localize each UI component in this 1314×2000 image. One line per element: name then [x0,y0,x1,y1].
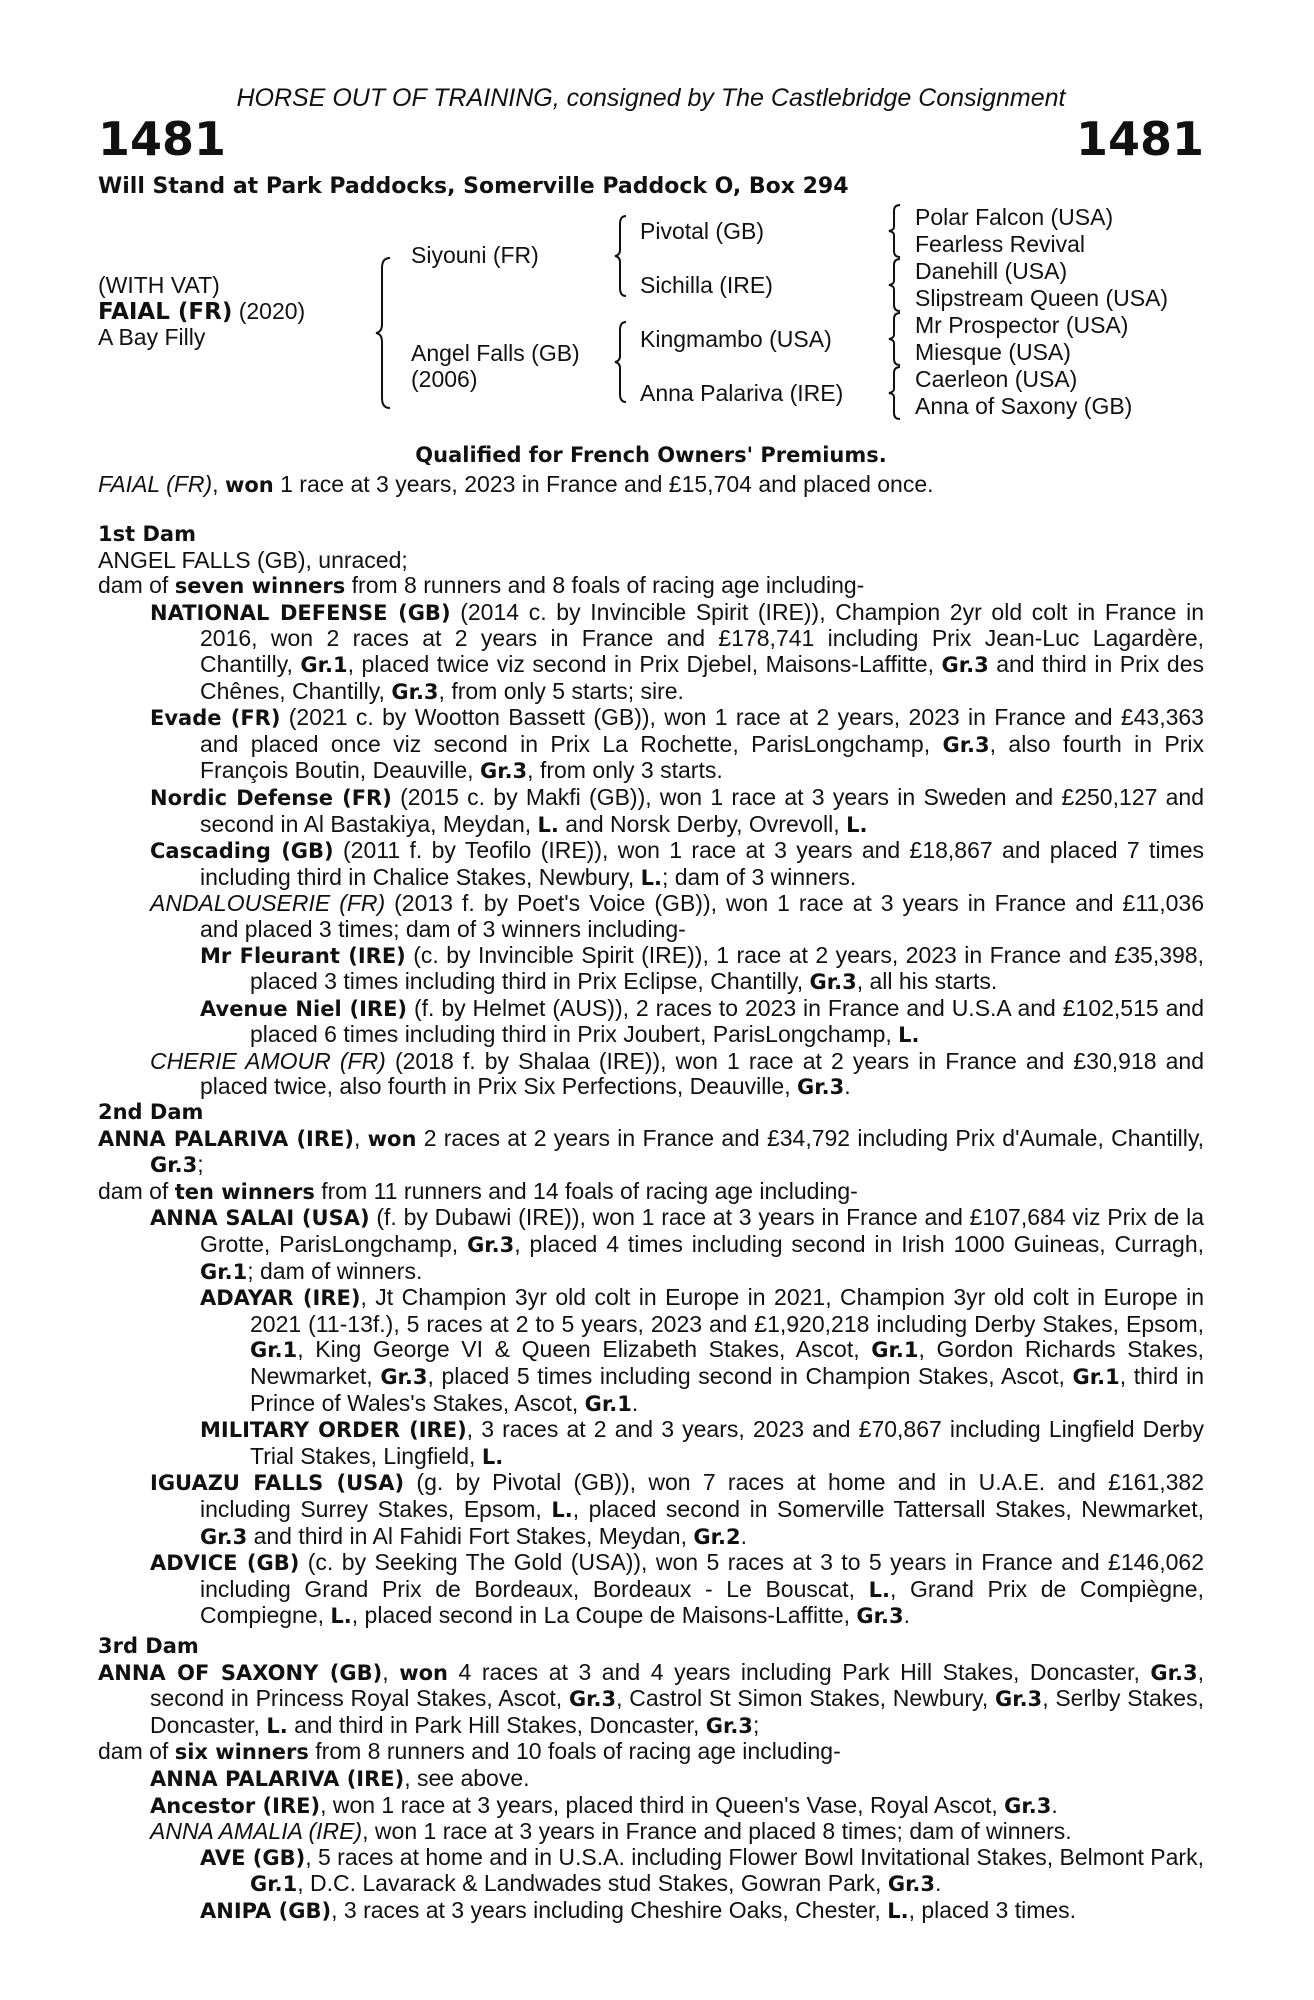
progeny-mr-fleurant: Mr Fleurant (IRE) (c. by Invincible Spirit (IRE)), 1 race at 2 years, 2023 in France and £35,398, placed 3 times including third in Prix Eclipse, Chantilly, Gr.3, all his starts. [200,941,1204,995]
progeny-anna-salai: ANNA SALAI (USA) (f. by Dubawi (IRE)), won 1 race at 3 years in France and £107,684 viz Prix de la Grotte, ParisLongchamp, Gr.3, placed 4 times including second in Irish 1000 Guineas, Curragh, Gr.1; dam of winners. [150,1204,1204,1284]
progeny-andalouserie: ANDALOUSERIE (FR) (2013 f. by Poet's Voice (GB)), won 1 race at 3 years in France and £11,036 and placed 3 times; dam of 3 winners including- [150,890,1204,942]
sire-dam: Sichilla (IRE) [640,272,773,298]
horse-name-line [98,298,305,325]
sd-brace [888,259,902,311]
horse-description: A Bay Filly [98,324,206,350]
progeny-anna-amalia: ANNA AMALIA (IRE), won 1 race at 3 years in France and placed 8 times; dam of winners. [150,1818,1072,1845]
third-dam-dam-of: dam of six winners from 8 runners and 10 foals of racing age including- [98,1738,841,1765]
record-won: won [224,473,274,497]
horse-year: (2020) [238,298,306,324]
ss-brace [888,205,902,257]
ds-brace [888,313,902,365]
record-line: FAIAL (FR), won 1 race at 3 years, 2023 in France and £15,704 and placed once. [98,471,934,497]
record-name: FAIAL (FR) [98,471,213,497]
ddd: Anna of Saxony (GB) [915,393,1133,419]
consignment-line: HORSE OUT OF TRAINING, consigned by The Castlebridge Consignment [236,84,1066,112]
ssd: Fearless Revival [915,231,1085,257]
progeny-cascading: Cascading (GB) (2011 f. by Teofilo (IRE)), won 1 race at 3 years and £18,867 and placed 7 times including third in Chalice Stakes, Newbury, L.; dam of 3 winners. [150,837,1204,890]
progeny-anipa: ANIPA (GB), 3 races at 3 years including Cheshire Oaks, Chester, L., placed 3 times. [200,1896,1077,1923]
progeny-anna-palariva: ANNA PALARIVA (IRE), see above. [150,1764,530,1791]
second-dam-heading: 2nd Dam [98,1100,204,1124]
dam-year: (2006) [411,366,478,392]
sire: Siyouni (FR) [411,242,539,268]
dam-sire: Kingmambo (USA) [640,326,832,352]
horse-name: FAIAL (FR) [98,299,233,325]
main-brace [376,258,396,408]
first-dam-heading: 1st Dam [98,522,196,546]
progeny-cherie-amour: CHERIE AMOUR (FR) (2018 f. by Shalaa (IRE)), won 1 race at 2 years in France and £30,918 and placed twice, also fourth in Prix Six Perfections, Deauville, Gr.3. [150,1047,1204,1100]
sdd: Slipstream Queen (USA) [915,285,1169,311]
qualified-note: Qualified for French Owners' Premiums. [415,443,887,467]
third-dam-heading: 3rd Dam [98,1634,199,1658]
second-dam-dam-of: dam of ten winners from 11 runners and 14 foals of racing age including- [98,1177,858,1204]
lot-number-right: 1481 [1075,112,1204,166]
second-dam-record: ANNA PALARIVA (IRE), won 2 races at 2 years in France and £34,792 including Prix d'Aumale, Chantilly, Gr.3; [98,1124,1205,1178]
progeny-avenue-niel: Avenue Niel (IRE) (f. by Helmet (AUS)), 2 races to 2023 in France and U.S.A and £102,515 and placed 6 times including third in Prix Joubert, ParisLongchamp, L. [200,994,1204,1048]
second-dam-section [98,1100,1204,1630]
sire-sire: Pivotal (GB) [640,218,764,244]
dd-brace [888,367,902,419]
stand-location: Will Stand at Park Paddocks, Somerville Paddock O, Box 294 [98,174,849,199]
progeny-national-defense: NATIONAL DEFENSE (GB) (2014 c. by Invincible Spirit (IRE)), Champion 2yr old colt in France in 2016, won 2 races at 2 years in France and £178,741 including Prix Jean-Luc Lagardère, Chantilly, Gr.1, placed twice viz second in Prix Djebel, Maisons-Laffitte, Gr.3 and third in Prix des Chênes, Chantilly, Gr.3, from only 5 starts; sire. [150,598,1204,704]
first-dam-intro: ANGEL FALLS (GB), unraced; [98,546,408,573]
progeny-adayar: ADAYAR (IRE), Jt Champion 3yr old colt in Europe in 2021, Champion 3yr old colt in Europe in 2021 (11-13f.), 5 races at 2 to 5 years, 2023 and £1,920,218 including Derby Stakes, Epsom, Gr.1, King George VI & Queen Elizabeth Stakes, Ascot, Gr.1, Gordon Richards Stakes, Newmarket, Gr.3, placed 5 times including second in Champion Stakes, Ascot, Gr.1, third in Prince of Wales's Stakes, Ascot, Gr.1. [200,1284,1204,1416]
progeny-ave: AVE (GB), 5 races at home and in U.S.A. including Flower Bowl Invitational Stakes, Belmont Park, Gr.1, D.C. Lavarack & Landwades stud Stakes, Gowran Park, Gr.3. [200,1843,1204,1897]
dam-brace [614,322,628,402]
progeny-evade: Evade (FR) (2021 c. by Wootton Bassett (GB)), won 1 race at 2 years, 2023 in France and £43,363 and placed once viz second in Prix La Rochette, ParisLongchamp, Gr.3, also fourth in Prix François Boutin, Deauville, Gr.3, from only 3 starts. [150,704,1205,784]
progeny-military-order: MILITARY ORDER (IRE), 3 races at 2 and 3 years, 2023 and £70,867 including Lingfield Derby Trial Stakes, Lingfield, L. [200,1416,1204,1469]
progeny-iguazu-falls: IGUAZU FALLS (USA) (g. by Pivotal (GB)), won 7 races at home and in U.A.E. and £161,382 including Surrey Stakes, Epsom, L., placed second in Somerville Tattersall Stakes, Newmarket, Gr.3 and third in Al Fahidi Fort Stakes, Meydan, Gr.2. [150,1469,1204,1549]
progeny-nordic-defense: Nordic Defense (FR) (2015 c. by Makfi (GB)), won 1 race at 3 years in Sweden and £250,127 and second in Al Bastakiya, Meydan, L. and Norsk Derby, Ovrevoll, L. [150,783,1204,837]
lot-number-left: 1481 [98,112,227,166]
third-dam-record: ANNA OF SAXONY (GB), won 4 races at 3 and 4 years including Park Hill Stakes, Doncaster, Gr.3, second in Princess Royal Stakes, Ascot, Gr.3, Castrol St Simon Stakes, Newbury, Gr.3, Serlby Stakes, Doncaster, L. and third in Park Hill Stakes, Doncaster, Gr.3; [98,1658,1205,1738]
first-dam-section [98,522,1204,1101]
dds: Caerleon (USA) [915,366,1078,392]
record-rest: 1 race at 3 years, 2023 in France and £15,704 and placed once. [273,471,934,497]
dam-dam: Anna Palariva (IRE) [640,380,844,406]
dss: Mr Prospector (USA) [915,312,1129,338]
progeny-ancestor: Ancestor (IRE), won 1 race at 3 years, placed third in Queen's Vase, Royal Ascot, Gr.3. [150,1791,1058,1818]
sss: Polar Falcon (USA) [915,204,1114,230]
dam: Angel Falls (GB) [411,340,580,366]
vat-note: (WITH VAT) [98,272,220,298]
sds: Danehill (USA) [915,258,1068,284]
progeny-advice: ADVICE (GB) (c. by Seeking The Gold (USA)), won 5 races at 3 to 5 years in France and £146,062 including Grand Prix de Bordeaux, Bordeaux - Le Bouscat, L., Grand Prix de Compiègne, Compiegne, L., placed second in La Coupe de Maisons-Laffitte, Gr.3. [150,1549,1204,1629]
first-dam-dam-of: dam of seven winners from 8 runners and 8 foals of racing age including- [98,572,865,599]
third-dam-section [98,1634,1204,1925]
sire-brace [614,216,628,296]
dsd: Miesque (USA) [915,339,1071,365]
